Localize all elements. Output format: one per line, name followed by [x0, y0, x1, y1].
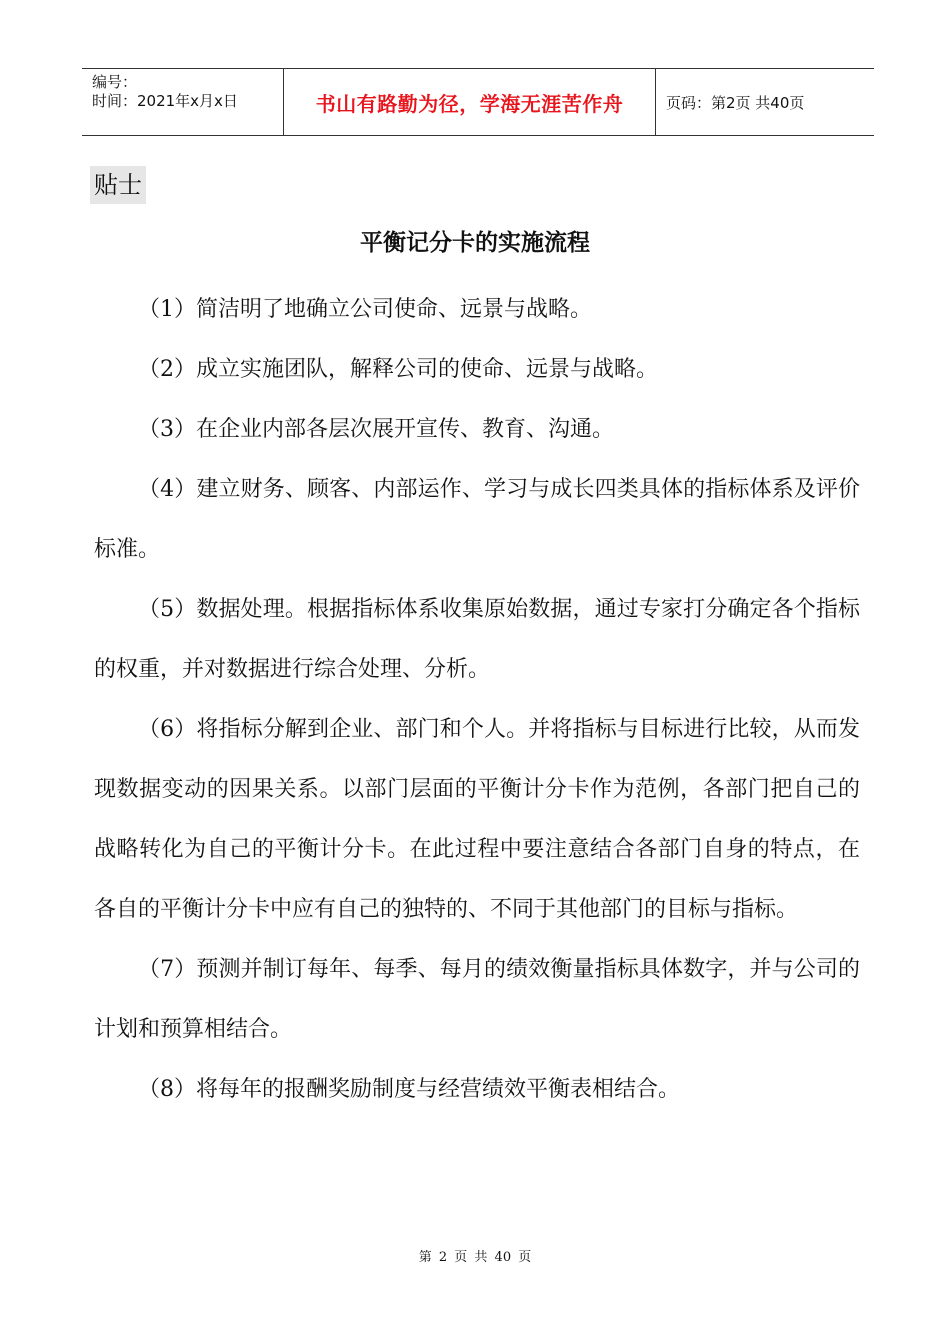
- tip-label: 贴士: [90, 166, 146, 204]
- paragraph-step-2: （2）成立实施团队，解释公司的使命、远景与战略。: [138, 357, 658, 382]
- header-motto: 书山有路勤为径，学海无涯苦作舟: [315, 91, 624, 116]
- paragraph-step-7: （7）预测并制订每年、每季、每月的绩效衡量指标具体数字，并与公司的计划和预算相结合。: [94, 957, 860, 1042]
- document-body: [94, 280, 860, 1120]
- paragraph-step-3: （3）在企业内部各层次展开宣传、教育、沟通。: [138, 417, 614, 442]
- header-time-label: 时间：2021年x月x日: [92, 92, 238, 110]
- page-footer: 第 2 页 共 40 页: [418, 1250, 532, 1265]
- paragraph-step-8: （8）将每年的报酬奖励制度与经营绩效平衡表相结合。: [138, 1077, 680, 1102]
- paragraph-step-1: （1）简洁明了地确立公司使命、远景与战略。: [138, 297, 592, 322]
- header-page-cell: [656, 69, 874, 135]
- paragraph-step-4: （4）建立财务、顾客、内部运作、学习与成长四类具体的指标体系及评价标准。: [94, 477, 860, 562]
- paragraph-step-5: （5）数据处理。根据指标体系收集原始数据，通过专家打分确定各个指标的权重，并对数据进行综合处理、分析。: [94, 597, 860, 682]
- header-number-label: 编号：: [92, 73, 138, 91]
- document-header: [82, 68, 874, 136]
- header-page-info: 页码：第2页 共40页: [666, 93, 805, 112]
- header-meta-cell: [82, 69, 284, 135]
- page-title: 平衡记分卡的实施流程: [360, 229, 590, 256]
- paragraph-step-6: （6）将指标分解到企业、部门和个人。并将指标与目标进行比较，从而发现数据变动的因果关系。以部门层面的平衡计分卡作为范例，各部门把自己的战略转化为自己的平衡计分卡。在此过程中要注意结合各部门自身的特点，在各自的平衡计分卡中应有自己的独特的、不同于其他部门的目标与指标。: [94, 717, 860, 922]
- header-motto-cell: [284, 69, 656, 135]
